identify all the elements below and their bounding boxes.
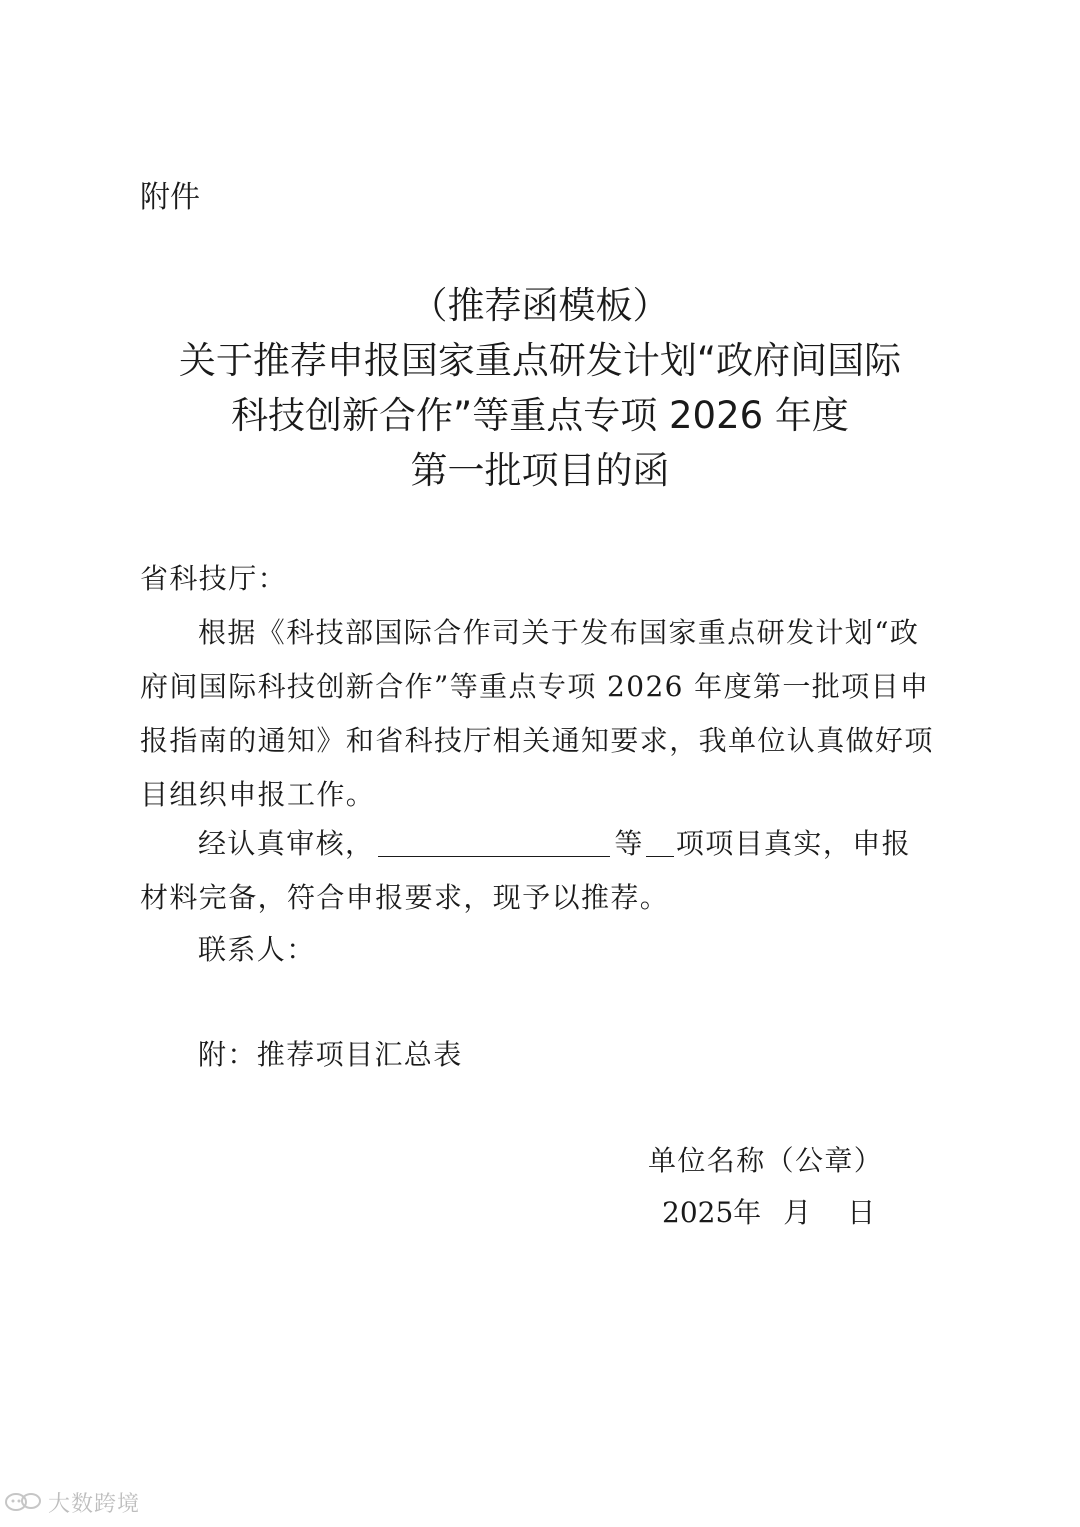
date-month: 月	[783, 1196, 812, 1229]
date-year: 2025年	[662, 1196, 762, 1229]
watermark-logo-icon	[4, 1489, 44, 1515]
project-name-blank	[378, 826, 610, 857]
salutation: 省科技厅：	[140, 562, 288, 595]
title-line-1: 关于推荐申报国家重点研发计划“政府间国际	[178, 339, 902, 382]
date-day: 日	[847, 1196, 876, 1229]
attachment-line: 附：推荐项目汇总表	[198, 1038, 463, 1071]
project-count-blank	[646, 826, 674, 857]
contact-line: 联系人：	[198, 933, 316, 966]
org-signature: 单位名称（公章）	[648, 1144, 884, 1177]
document-title	[0, 278, 1080, 498]
body-paragraph-1: 根据《科技部国际合作司关于发布国家重点研发计划“政府间国际科技创新合作”等重点专项 2026 年度第一批项目申报指南的通知》和省科技厅相关通知要求，我单位认真做好项目组织申报工作。	[140, 616, 934, 811]
paragraph-2-deng: 等	[614, 827, 644, 860]
title-line-template: （推荐函模板）	[410, 284, 670, 327]
paragraph-2-tail: 项项目真实，申报材料完备，符合申报要求，现予以推荐。	[140, 827, 912, 914]
title-line-2: 科技创新合作”等重点专项 2026 年度	[231, 394, 849, 437]
attachment-label: 附件	[140, 180, 200, 215]
title-line-3: 第一批项目的函	[410, 449, 670, 492]
watermark	[4, 1487, 140, 1517]
paragraph-2-lead: 经认真审核，	[198, 827, 375, 860]
watermark-text: 大数跨境	[48, 1491, 141, 1517]
signature-date	[662, 1186, 875, 1240]
body-paragraph-2	[140, 817, 940, 925]
